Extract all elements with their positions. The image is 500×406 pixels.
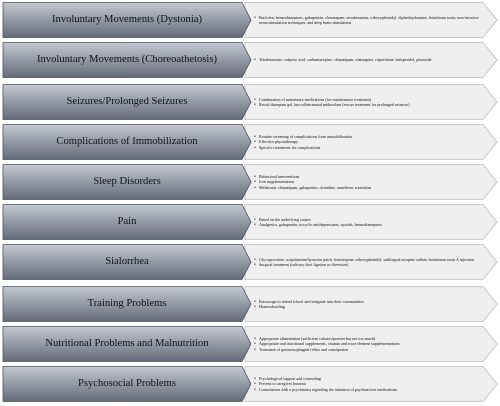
problem-title-text: Sialorrhea	[105, 255, 149, 267]
treatment-item: • Encourage to attend school and integrate into their communities	[254, 299, 494, 304]
treatment-item: • Specific treatments for complications	[254, 145, 494, 150]
treatment-list	[254, 204, 494, 240]
problem-title-text: Involuntary Movements (Choreoathetosis)	[36, 53, 218, 65]
treatment-item: • Psychological support and counseling	[254, 376, 494, 381]
problem-title-text: Complications of Immobilization	[56, 135, 198, 147]
treatment-list	[254, 124, 494, 160]
problem-title	[3, 84, 251, 120]
problem-row	[0, 164, 500, 200]
problem-title	[3, 326, 251, 362]
treatment-list	[254, 366, 494, 402]
treatment-item: • Consultation with a psychiatrist regarding the initiation of psychoactive medications	[254, 387, 494, 392]
treatment-list	[254, 326, 494, 362]
problem-title-text: Sleep Disorders	[93, 175, 161, 187]
treatment-item: • Iron supplementation	[254, 179, 494, 184]
problem-row	[0, 2, 500, 38]
treatment-list	[254, 164, 494, 200]
problem-title	[3, 124, 251, 160]
treatment-item: • Homeschooling	[254, 304, 494, 309]
problem-row	[0, 366, 500, 402]
problem-row	[0, 124, 500, 160]
treatment-item: • Rectal diazepam gel, buccal/intranasal midazolam (rescue treatment for prolonged seizures)	[254, 102, 494, 107]
problem-row	[0, 286, 500, 322]
treatment-item: • Appropriate oral nutritional supplements, vitamin and trace element supplementations	[254, 341, 494, 346]
treatment-item: • Based on the underlying causes	[254, 217, 494, 222]
treatment-item: • Melatonin, clonazepam, gabapentin, clonidine, ramelteon, trazodone	[254, 185, 494, 190]
treatment-list	[254, 244, 494, 280]
treatment-item: • Surgical treatment (salivary duct ligation or diversion)	[254, 262, 494, 267]
treatment-item: • Behavioral interventions	[254, 174, 494, 179]
problem-title-text: Nutritional Problems and Malnutrition	[45, 337, 209, 349]
treatment-item: • Glycopyrrolate, scopolamine/hyoscine patch, benztropine, trihexyphenidyl, sublingual atropine sulfate, botulinum toxin A injection	[254, 257, 494, 262]
problem-title-text: Involuntary Movements (Dystonia)	[51, 13, 203, 25]
problem-title-text: Psychosocial Problems	[78, 377, 176, 389]
treatment-list	[254, 2, 494, 38]
problem-title	[3, 286, 251, 322]
problem-title-text: Seizures/Prolonged Seizures	[66, 95, 188, 107]
treatment-list	[254, 286, 494, 322]
problem-row	[0, 326, 500, 362]
treatment-list	[254, 84, 494, 120]
treatment-item: • Tetrabenazine, valproic acid, carbamazepine, clonazepam, olanzapine, risperidone, haloperidol, pimozide	[254, 57, 494, 62]
problem-title	[3, 42, 251, 78]
problem-row	[0, 84, 500, 120]
problem-title	[3, 2, 251, 38]
treatment-item: • Routine screening of complications from immobilization	[254, 134, 494, 139]
problem-title-text: Pain	[117, 215, 137, 227]
problem-title	[3, 164, 251, 200]
problem-row	[0, 244, 500, 280]
problem-title	[3, 244, 251, 280]
treatment-item: • Analgesics, gabapentin, tricyclic antidepressants, opioids, benzodiazepines	[254, 222, 494, 227]
treatment-item: • Treatment of gastroesophageal reflux and constipation	[254, 347, 494, 352]
treatment-item: • Combination of antiseizure medications (for maintenance treatment)	[254, 97, 494, 102]
treatment-item: • Effective physiotherapy	[254, 139, 494, 144]
problem-row	[0, 204, 500, 240]
problem-title	[3, 204, 251, 240]
problem-title	[3, 366, 251, 402]
treatment-item: • Baclofen, benzodiazepines, gabapentin, clonazepam, tetrabenazine, trihexyphenidyl, diphenhydramine, botulinum toxin, non-invasive neurostimulation techniques, and deep brain stimulation	[254, 15, 494, 25]
treatment-item: • Prevent to caregiver burnout	[254, 381, 494, 386]
problem-title-text: Training Problems	[87, 297, 167, 309]
treatment-item: • Appropriate alimentation (sufficient calories/protein-but not too much)	[254, 336, 494, 341]
problem-row	[0, 42, 500, 78]
treatment-list	[254, 42, 494, 78]
